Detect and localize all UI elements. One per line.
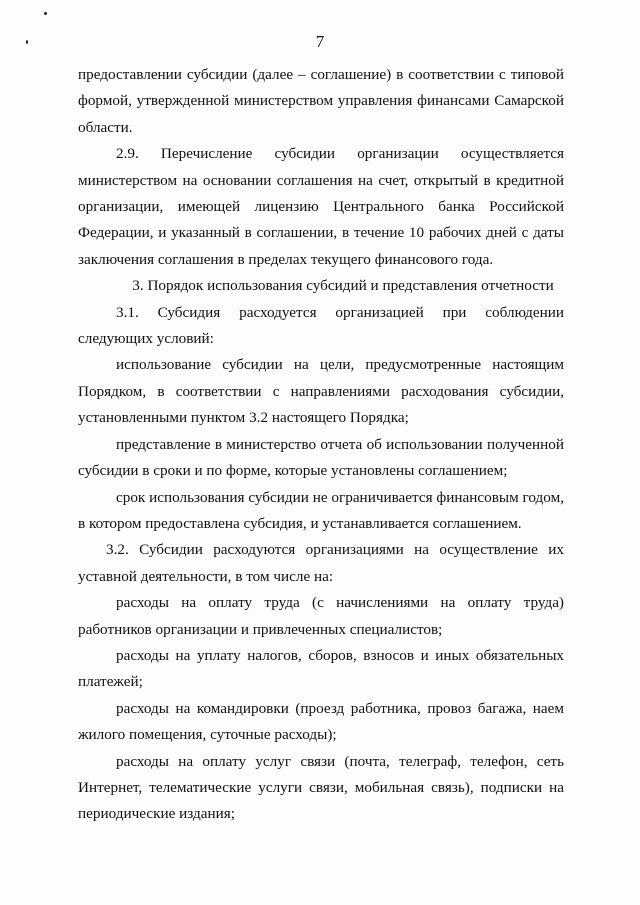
list-item: расходы на оплату услуг связи (почта, телеграф, телефон, сеть Интернет, телематические услуги связи, мобильная связь), подписки на периодические издания; bbox=[78, 752, 564, 823]
paragraph-3-2: 3.2. Субсидии расходуются организациями на осуществление их уставной деятельности, в том числе на: bbox=[78, 541, 564, 585]
list-item: расходы на уплату налогов, сборов, взносов и иных обязательных платежей; bbox=[78, 646, 564, 691]
list-item: расходы на оплату труда (с начислениями на оплату труда) работников организации и привлеченных специалистов; bbox=[78, 594, 564, 638]
page-number: 7 bbox=[315, 32, 325, 51]
list-item: срок использования субсидии не ограничивается финансовым годом, в котором предоставлена субсидия, и устанавливается соглашением. bbox=[78, 488, 564, 532]
document-body bbox=[78, 62, 564, 828]
paragraph-3-1: 3.1. Субсидия расходуется организацией при соблюдении следующих условий: bbox=[78, 303, 564, 348]
list-item: расходы на командировки (проезд работника, провоз багажа, наем жилого помещения, суточные расходы); bbox=[78, 699, 564, 744]
section-heading-3: 3. Порядок использования субсидий и представления отчетности bbox=[132, 277, 554, 295]
scan-speck bbox=[44, 12, 47, 15]
list-item: использование субсидии на цели, предусмотренные настоящим Порядком, в соответствии с направлениями расходования субсидии, установленными пунктом 3.2 настоящего Порядка; bbox=[78, 356, 564, 427]
list-item: представление в министерство отчета об использовании полученной субсидии в сроки и по форме, которые установлены соглашением; bbox=[78, 435, 564, 480]
paragraph-2-9: 2.9. Перечисление субсидии организации осуществляется министерством на основании соглашения на счет, открытый в кредитной организации, имеющей лицензию Центрального банка Российской Федерации, и указанный в соглашении, в течение 10 рабочих дней с даты заключения соглашения в пределах текущего финансового года. bbox=[78, 145, 564, 268]
paragraph-continuation: предоставлении субсидии (далее – соглашение) в соответствии с типовой формой, утвержденной министерством управления финансами Самарской области. bbox=[78, 66, 564, 136]
